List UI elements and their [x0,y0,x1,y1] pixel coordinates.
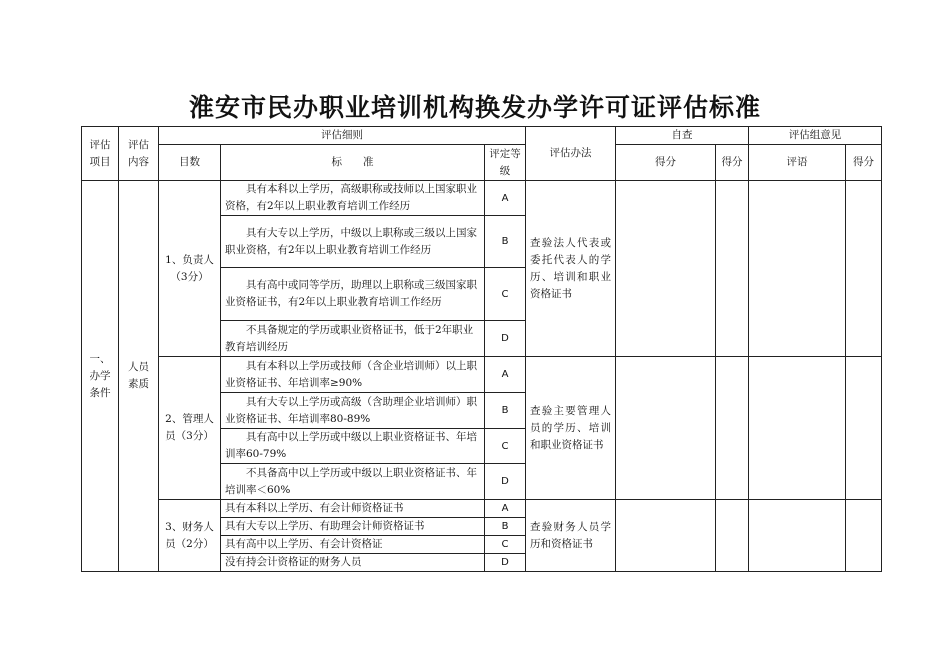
self-score2-cell[interactable] [716,357,749,500]
grade-cell: C [485,268,526,321]
method-cell: 查验主要管理人员的学历、培训和职业资格证书 [526,357,616,500]
header-item: 目数 [159,145,221,181]
item-label: 2、管理人员（3分） [159,357,221,500]
section-project: 一、办学条件 [82,181,119,572]
self-score-cell[interactable] [616,181,716,357]
self-score2-cell[interactable] [716,500,749,572]
standard-cell: 不具备规定的学历或职业资格证书，低于2年职业教育培训经历 [221,321,485,357]
standard-cell: 具有高中或同等学历，助理以上职称或三级国家职业资格证书，有2年以上职业教育培训工作经历 [221,268,485,321]
group-score-cell[interactable] [846,181,882,357]
grade-cell: D [485,554,526,572]
header-content: 评估内容 [119,127,159,181]
header-self-score: 得分 [616,145,716,181]
self-score2-cell[interactable] [716,181,749,357]
comment-cell[interactable] [749,181,846,357]
self-score-cell[interactable] [616,500,716,572]
standard-cell: 具有高中以上学历或中级以上职业资格证书、年培训率60-79% [221,429,485,464]
standard-cell: 具有本科以上学历、有会计师资格证书 [221,500,485,518]
standard-cell: 具有本科以上学历，高级职称或技师以上国家职业资格，有2年以上职业教育培训工作经历 [221,181,485,216]
grade-cell: B [485,393,526,429]
grade-cell: B [485,216,526,268]
header-project: 评估项目 [82,127,119,181]
header-group-score: 得分 [846,145,882,181]
standard-cell: 具有本科以上学历或技师（含企业培训师）以上职业资格证书、年培训率≥90% [221,357,485,393]
standard-cell: 不具备高中以上学历或中级以上职业资格证书、年培训率＜60% [221,464,485,500]
grade-cell: D [485,464,526,500]
standard-cell: 具有高中以上学历、有会计资格证 [221,536,485,554]
grade-cell: B [485,518,526,536]
group-score-cell[interactable] [846,357,882,500]
grade-cell: A [485,357,526,393]
self-score-cell[interactable] [616,357,716,500]
header-details: 评估细则 [159,127,526,145]
grade-cell: C [485,536,526,554]
comment-cell[interactable] [749,500,846,572]
grade-cell: D [485,321,526,357]
comment-cell[interactable] [749,357,846,500]
header-group-opinion: 评估组意见 [749,127,882,145]
header-grade: 评定等级 [485,145,526,181]
standard-cell: 没有持会计资格证的财务人员 [221,554,485,572]
standard-cell: 具有大专以上学历，中级以上职称或三级以上国家职业资格，有2年以上职业教育培训工作经历 [221,216,485,268]
method-cell: 查验财务人员学历和资格证书 [526,500,616,572]
item-label: 1、负责人（3分） [159,181,221,357]
header-comment: 评语 [749,145,846,181]
grade-cell: A [485,500,526,518]
item-label: 3、财务人员（2分） [159,500,221,572]
method-cell: 查验法人代表或委托代表人的学历、培训和职业资格证书 [526,181,616,357]
header-self-check: 自查 [616,127,749,145]
section-content: 人员素质 [119,181,159,572]
evaluation-table [81,126,882,572]
standard-cell: 具有大专以上学历或高级（含助理企业培训师）职业资格证书、年培训率80-89% [221,393,485,429]
standard-cell: 具有大专以上学历、有助理会计师资格证书 [221,518,485,536]
header-self-score2: 得分 [716,145,749,181]
grade-cell: C [485,429,526,464]
group-score-cell[interactable] [846,500,882,572]
grade-cell: A [485,181,526,216]
header-method: 评估办法 [526,127,616,181]
header-standard: 标 准 [221,145,485,181]
page-title: 淮安市民办职业培训机构换发办学许可证评估标准 [188,93,761,122]
